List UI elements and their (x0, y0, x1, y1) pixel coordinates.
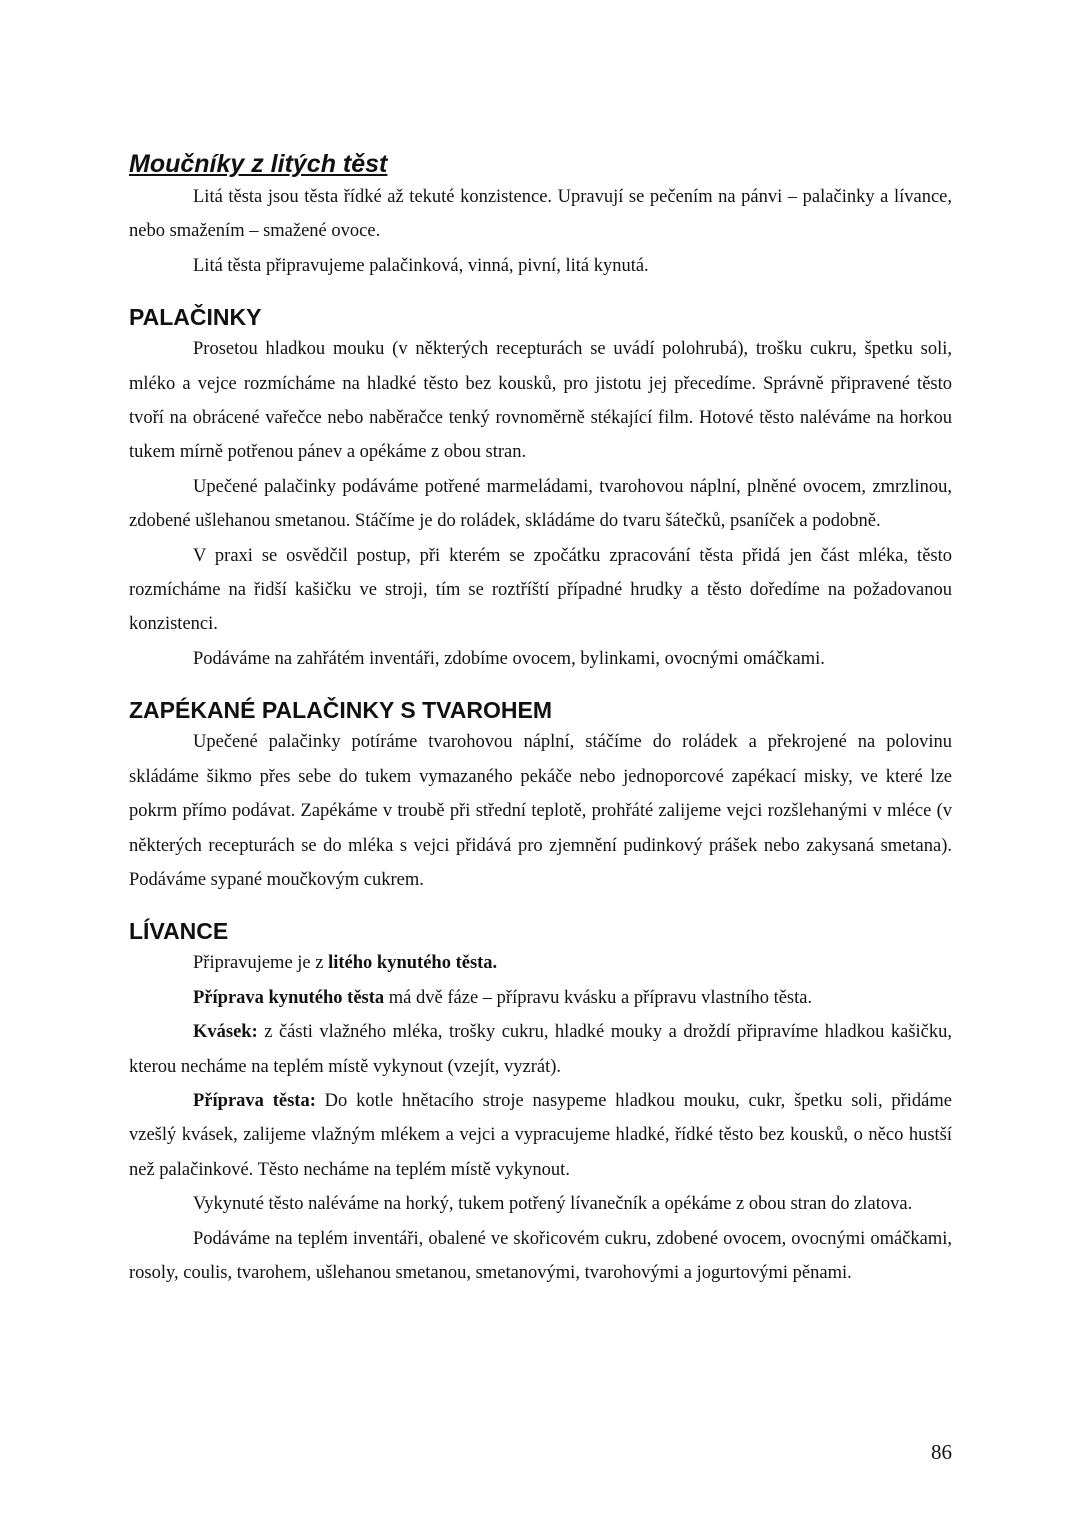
livance-bold-text: Kvásek: (193, 1022, 258, 1043)
livance-paragraph (129, 981, 952, 1015)
palacinky-paragraph: Prosetou hladkou mouku (v některých recepturách se uvádí polohrubá), trošku cukru, špetku soli, mléko a vejce rozmícháme na hladké těsto bez kousků, pro jistotu jej přecedíme. Správně připravené těsto tvoří na obrácené vařečce nebo naběračce tenký rovnoměrně stékající film. Hotové těsto naléváme na horkou tukem mírně potřenou pánev a opékáme z obou stran. (129, 339, 952, 463)
livance-bold-text: litého kynutého těsta. (328, 953, 498, 974)
palacinky-paragraph: V praxi se osvědčil postup, při kterém se zpočátku zpracování těsta přidá jen část mléka, těsto rozmícháme na řidší kašičku ve stroji, tím se roztříští případné hrudky a těsto doředíme na požadovanou konzistenci. (129, 545, 952, 635)
section-heading-zapekane: ZAPÉKANÉ PALAČINKY S TVAROHEM (129, 697, 552, 724)
palacinky-paragraph: Upečené palačinky podáváme potřené marmeládami, tvarohovou náplní, plněné ovocem, zmrzlinou, zdobené ušlehanou smetanou. Stáčíme je do roládek, skládáme do tvaru šátečků, psaníček a podobně. (129, 476, 952, 532)
section-heading-livance: LÍVANCE (129, 918, 229, 945)
palacinky-paragraph: Podáváme na zahřátém inventáři, zdobíme ovocem, bylinkami, ovocnými omáčkami. (193, 648, 825, 669)
page-number: 86 (931, 1440, 952, 1464)
intro-paragraph: Litá těsta připravujeme palačinková, vinná, pivní, litá kynutá. (193, 255, 649, 276)
livance-paragraph (129, 946, 952, 980)
livance-paragraph (129, 1015, 952, 1084)
livance-bold-text: Příprava těsta: (193, 1090, 316, 1111)
zapekane-paragraph: Upečené palačinky potíráme tvarohovou náplní, stáčíme do roládek a překrojené na polovinu skládáme šikmo přes sebe do tukem vymazaného pekáče nebo jednoporcové zapékací misky, ve které lze pokrm přímo podávat. Zapékáme v troubě při střední teplotě, prohřáté zalijeme vejci rozšlehanými v mléce (v některých recepturách se do mléka s vejci přidává pro zjemnění pudinkový prášek nebo zakysaná smetana). Podáváme sypané moučkovým cukrem. (129, 732, 952, 890)
intro-paragraph: Litá těsta jsou těsta řídké až tekuté konzistence. Upravují se pečením na pánvi – palačinky a lívance, nebo smažením – smažené ovoce. (129, 187, 952, 242)
livance-paragraph: Podáváme na teplém inventáři, obalené ve skořicovém cukru, zdobené ovocem, ovocnými omáčkami, rosoly, coulis, tvarohem, ušlehanou smetanou, smetanovými, tvarohovými a jogurtovými pěnami. (129, 1228, 952, 1283)
livance-text: z části vlažného mléka, trošky cukru, hladké mouky a droždí připravíme hladkou kašičku, kterou necháme na teplém místě vykynout (vzejít, vyzrát). (129, 1022, 952, 1077)
section-heading-palacinky: PALAČINKY (129, 304, 262, 331)
document-page (129, 148, 952, 1290)
livance-text: Do kotle hnětacího stroje nasypeme hladkou mouku, cukr, špetku soli, přidáme vzešlý kvásek, zalijeme vlažným mlékem a vejci a vypracujeme hladké, řídké těsto bez kousků, o něco hustší než palačinkové. Těsto necháme na teplém místě vykynout. (129, 1090, 952, 1180)
livance-bold-text: Příprava kynutého těsta (193, 987, 385, 1008)
livance-paragraph (129, 1084, 952, 1187)
livance-text: má dvě fáze – přípravu kvásku a přípravu vlastního těsta. (384, 987, 813, 1008)
livance-text: Připravujeme je z (193, 953, 329, 974)
document-title: Moučníky z litých těst (129, 150, 388, 178)
livance-paragraph: Vykynuté těsto naléváme na horký, tukem potřený lívanečník a opékáme z obou stran do zlatova. (193, 1194, 913, 1215)
